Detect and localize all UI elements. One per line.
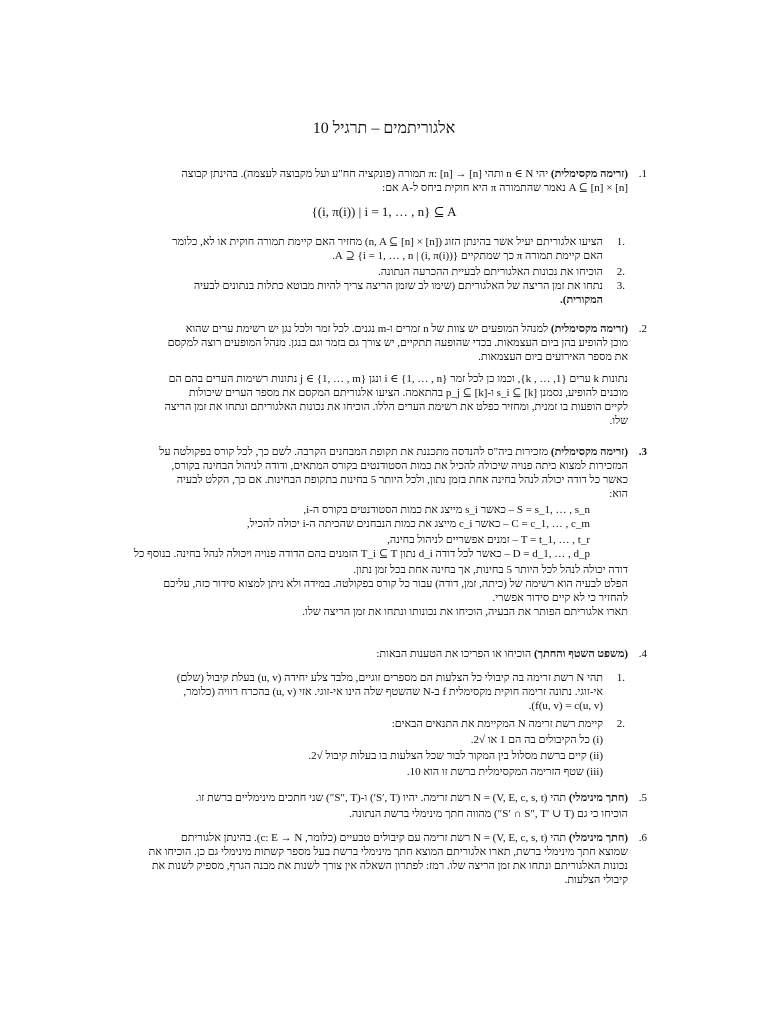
item-line: נתחו את זמן הריצה של האלגוריתם (שימו לב שזמן הריצה צריך להיות מבוטא כתלות בנתונים לבעיה <box>193 280 603 292</box>
page-title: אלגוריתמים – תרגיל 10 <box>312 120 456 137</box>
exercise-2-line: נתונות k ערים {1, … , k}, וכמו כן לכל זמר i ∈ {1, … , n} ונגן j ∈ {1, … , m} נתונות רשימות הערים בהם הם <box>168 373 628 385</box>
exercise-number: .1 <box>638 168 647 180</box>
exercise-3-line: S = s_1, … , s_n – כאשר s_i מייצג את כמות הסטודנטים בקורס ה-i, <box>303 504 590 516</box>
exercise-2-line: (זרימה מקסימלית) למנהל המופעים יש צוות של n זמרים ו-m נגנים. לכל זמר ולכל נגן יש רשימת ערים שהוא <box>185 323 628 335</box>
item-line: f(u, v) = c(u, v)). <box>528 700 603 712</box>
item-number: 2. <box>616 266 625 278</box>
exercise-3-line: להחזיר כי לא קיים סידור אפשרי. <box>492 592 628 604</box>
exercise-number: .5 <box>638 792 647 804</box>
exercise-2-line: מוכן להופיע בהן ביום העצמאות. בכדי שהופעה תתקיים, יש צורך גם בזמר וגם בנגן. מנהל המופעים רוצה למקסם <box>167 337 628 349</box>
exercise-6-line: (חתך מינימלי) תהי N = (V, E, c, s, t) רשת זרימה עם קיבולים טבעיים (כלומר, c: E → N). בהינתן אלגוריתם <box>180 832 628 844</box>
item-number: 1. <box>616 672 625 684</box>
exercise-6-line: שמוצא חתך מינימלי ברשת, תארו אלגוריתם המוצא חתך מינימלי ברשת בעל מספר קשתות מינימלי גם כן. הוכיחו את <box>148 846 628 858</box>
exercise-3-line: (זרימה מקסימלית) מזכירות ביה"ס להנדסה מתכננת את תקופת המבחנים הקרבה. לשם כך, לכל קורס בפקולטה על <box>159 446 628 458</box>
item-number: 3. <box>616 280 625 292</box>
exercise-3-line: T = t_1, … , t_r – זמנים אפשריים לניהול בחינה, <box>387 534 590 546</box>
exercise-3-line: הוא: <box>609 488 628 500</box>
item-number: 2. <box>616 718 625 730</box>
exercise-2-line: מוכנים להופיע, נסמנן s_i ⊆ [k] ו-p_j ⊆ [k] בהתאמה. הציעו אלגוריתם המקסם את מספר הערים שיכולות <box>188 387 628 399</box>
exercise-1-line: A ⊆ [n] × [n] נאמר שהתמורה π היא חוקית ביחס ל-A אם: <box>382 182 628 194</box>
exercise-6-line: קיבולי הצלעות. <box>564 874 628 886</box>
exercise-2-line: את מספר האירועים ביום העצמאות. <box>478 351 628 363</box>
item-number: 1. <box>616 236 625 248</box>
exercise-5-line: הוכיחו כי גם (S′ ∩ S″, T′ ∪ T″) מהווה חתך מינימלי ברשת הנתונה. <box>349 808 628 820</box>
exercise-number: .2 <box>638 323 647 335</box>
exercise-4-line: (משפט השטף והחתך) הוכיחו או הפריכו את הטענות הבאות: <box>376 648 628 660</box>
item-line: (iii) שטף הזרימה המקסימלית ברשת זו הוא 10. <box>406 766 603 778</box>
exercise-number: .4 <box>638 648 647 660</box>
item-line: אי-זוגי. נתונה זרימה חוקית מקסימלית f ב-N שהשטף שלה הינו אי-זוגי. אזי (u, v) בהכרח רוויה (כלומר, <box>183 686 603 698</box>
exercise-3-line: תארו אלגוריתם הפותר את הבעיה, הוכיחו את נכונותו ונתחו את זמן הריצה שלו. <box>302 606 628 618</box>
item-line: הציעו אלגוריתם יעיל אשר בהינתן הזוג (n, A ⊆ [n] × [n]) מחזיר האם קיימת תמורה חוקית או לא, כלומר <box>172 236 603 248</box>
exercise-3-line: C = c_1, … , c_m – כאשר c_i מייצג את כמות הנבחנים שהכיתה ה-i יכולה להכיל, <box>246 518 590 530</box>
exercise-number: .6 <box>638 832 647 844</box>
exercise-1-formula: {(i, π(i)) | i = 1, … , n} ⊆ A <box>311 204 457 219</box>
exercise-3-line: כאשר כל דודה יכולה לנהל בחינה אחת בזמן נתון, ולכל היותר 5 בחינות בתקופת הבחינות. אם כך, הקלט לבעיה <box>176 474 628 486</box>
exercise-3-line: הפלט לבעיה הוא רשימה של (כיתה, זמן, דודה) עבור כל קורס בפקולטה. במידה ולא ניתן למצוא סידור כזה, עליכם <box>163 578 628 590</box>
exercise-1-line: (זרימה מקסימלית) יהי n ∈ N ותהי π: [n] → [n] תמורה (פונקציה חח"ע ועל מקבוצה לעצמה). בהינתן קבוצה <box>181 168 628 180</box>
exercise-3-line: המזכירות למצוא כיתה פנויה שיכולה להכיל את כמות הסטודנטים בקורס המתאים, ודודה לניהול הבחינה בקורס, <box>171 460 628 472</box>
exercise-3-line: D = d_1, … , d_p – כאשר לכל דודה d_i נתון T_i ⊆ T הזמנים בהם הדודה פנויה ויכולה לנהל בחינה. בנוסף כל <box>133 548 590 560</box>
exercise-2-line: שלו. <box>609 415 628 427</box>
item-line: (i) כל הקיבולים בה הם 1 או √2. <box>470 734 603 746</box>
exercise-5-line: (חתך מינימלי) תהי N = (V, E, c, s, t) רשת זרימה. יהיו (S′, T′) ו-(S″, T″) שני חתכים מינימליים ברשת זו. <box>195 792 628 804</box>
item-line: קיימת רשת זרימה N המקיימת את התנאים הבאים: <box>391 718 603 730</box>
exercise-3-line: דודה יכולה לנהל לכל היותר 5 בחינות, אך בחינה אחת בכל זמן נתון. <box>353 564 628 576</box>
exercise-number: .3 <box>638 446 647 458</box>
item-line: (ii) קיים ברשת מסלול בין המקור לבור שכל הצלעות בו בעלות קיבול √2. <box>308 750 603 762</box>
item-line: הוכיחו את נכונות האלגוריתם לבעיית ההכרעה הנתונה. <box>377 266 603 278</box>
item-line: תהי N רשת זרימה בה קיבולי כל הצלעות הם מספרים זוגיים, מלבד צלע יחידה (u, v) בעלת קיבול (שלם) <box>176 672 603 684</box>
item-line: המקורית). <box>560 294 603 306</box>
item-line: האם קיימת תמורה π כך שמתקיים {(i, π(i)) | i = 1, … , n} ⊆ A. <box>332 250 603 262</box>
exercise-6-line: נכונות האלגוריתם ונתחו את זמן הריצה שלו. רמז: לפתרון השאלה אין צורך לשנות את מבנה הגרף, מספיק לשנות את <box>151 860 628 872</box>
exercise-2-line: לקיים הופעות בו זמנית, ומחזיר כפלט את רשימת הערים הללו. הוכיחו את נכונות האלגוריתם ונתחו את זמן הריצה <box>164 401 628 413</box>
